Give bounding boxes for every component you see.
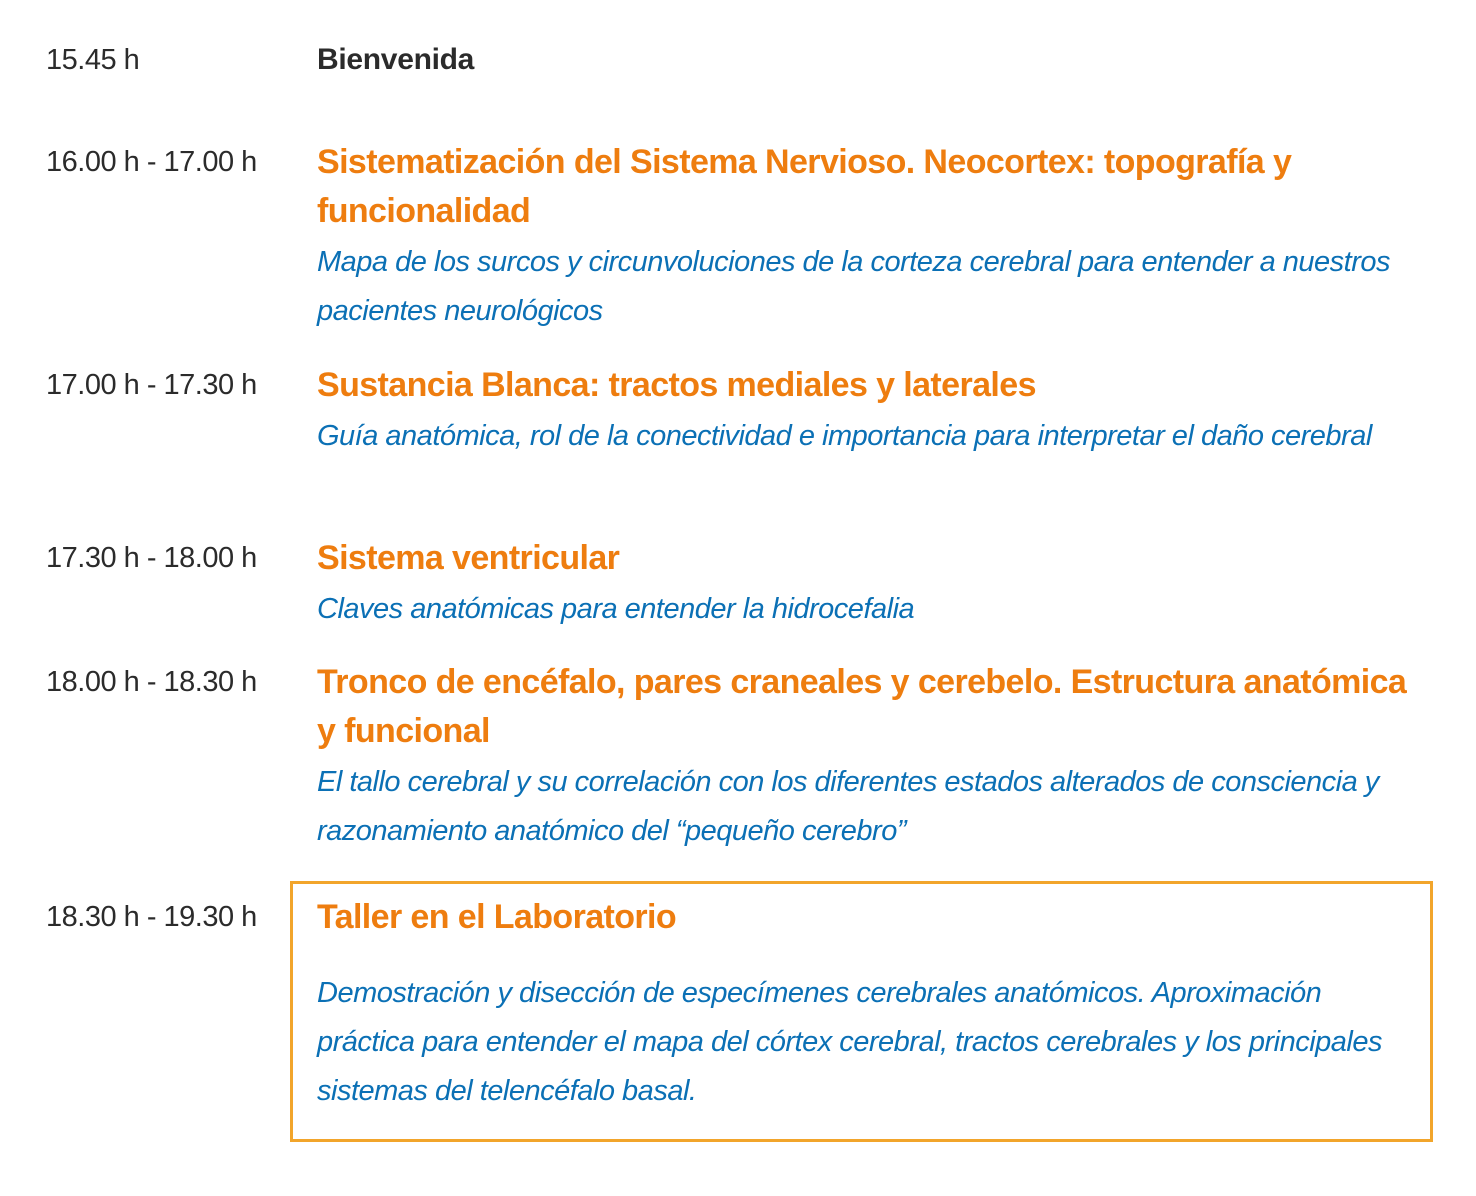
time-workshop: 18.30 h - 19.30 h [46, 901, 257, 933]
session-4-title: Tronco de encéfalo, pares craneales y cerebelo. Estructura anatómica y funcional [317, 663, 1407, 750]
time-welcome: 15.45 h [46, 44, 140, 76]
workshop-title: Taller en el Laboratorio [317, 898, 677, 936]
agenda-item-session-4 [317, 658, 1417, 856]
welcome-title: Bienvenida [317, 43, 475, 76]
session-3-title: Sistema ventricular [317, 539, 620, 577]
agenda-item-workshop [317, 893, 1417, 1116]
session-1-description: Mapa de los surcos y circunvoluciones de la corteza cerebral para entender a nuestros pacientes neurológicos [317, 246, 1390, 327]
agenda-item-session-3 [317, 534, 1417, 634]
time-session-4: 18.00 h - 18.30 h [46, 666, 257, 698]
time-session-2: 17.00 h - 17.30 h [46, 369, 257, 401]
session-2-description: Guía anatómica, rol de la conectividad e importancia para interpretar el daño cerebral [317, 420, 1372, 452]
agenda-item-welcome [317, 43, 1417, 77]
agenda-item-session-2 [317, 361, 1417, 461]
time-session-1: 16.00 h - 17.00 h [46, 146, 257, 178]
time-session-3: 17.30 h - 18.00 h [46, 542, 257, 574]
session-4-description: El tallo cerebral y su correlación con los diferentes estados alterados de consciencia y razonamiento anatómico del “pequeño cerebro” [317, 766, 1379, 847]
agenda-item-session-1 [317, 138, 1417, 336]
session-3-description: Claves anatómicas para entender la hidrocefalia [317, 593, 915, 625]
session-1-title: Sistematización del Sistema Nervioso. Neocortex: topografía y funcionalidad [317, 143, 1292, 230]
session-2-title: Sustancia Blanca: tractos mediales y laterales [317, 366, 1036, 404]
workshop-description: Demostración y disección de especímenes cerebrales anatómicos. Aproximación práctica para entender el mapa del córtex cerebral, tractos cerebrales y los principales sistemas del telencéfalo basal. [317, 977, 1382, 1107]
